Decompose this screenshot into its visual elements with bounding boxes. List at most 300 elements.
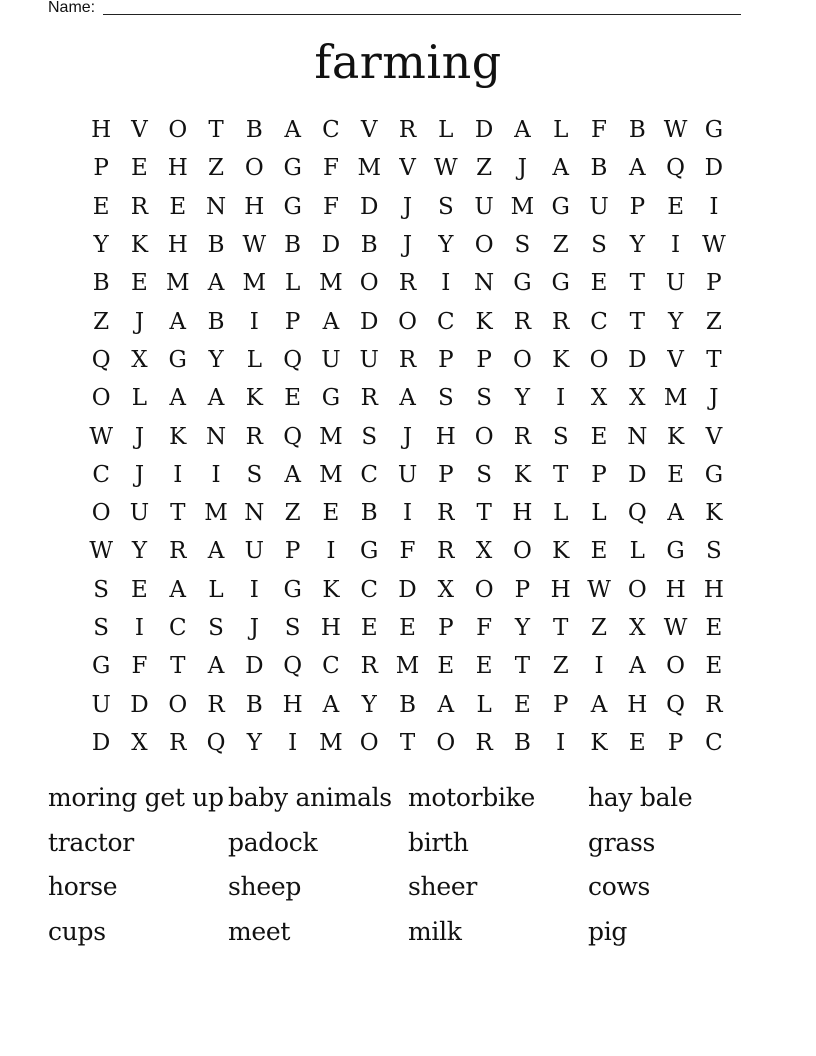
grid-letter: L xyxy=(284,270,301,297)
grid-letter: R xyxy=(475,729,493,756)
grid-letter: X xyxy=(590,385,608,412)
grid-letter: W xyxy=(702,232,726,259)
grid-letter: T xyxy=(553,461,569,488)
grid-letter: B xyxy=(399,691,416,718)
grid-letter: B xyxy=(360,500,378,527)
grid-letter: W xyxy=(242,232,267,259)
grid-letter: T xyxy=(553,615,569,641)
grid-row xyxy=(82,685,734,723)
word-list-item: sheer xyxy=(408,872,477,902)
grid-row xyxy=(82,226,734,264)
grid-letter: E xyxy=(667,461,684,488)
grid-letter: X xyxy=(437,576,454,603)
grid-letter: K xyxy=(245,385,263,412)
grid-letter: M xyxy=(395,653,420,680)
grid-letter: I xyxy=(556,729,566,756)
grid-letter: U xyxy=(129,500,150,527)
grid-letter: D xyxy=(245,653,264,680)
grid-letter: T xyxy=(208,117,224,144)
grid-letter: X xyxy=(629,615,646,641)
word-list-item: hay bale xyxy=(588,783,693,812)
grid-letter: Z xyxy=(208,155,225,182)
grid-letter: B xyxy=(590,155,608,182)
grid-row xyxy=(82,341,734,379)
grid-letter: B xyxy=(207,308,225,335)
grid-letter: H xyxy=(550,576,571,603)
grid-letter: M xyxy=(319,423,343,450)
grid-letter: C xyxy=(437,308,455,335)
grid-letter: A xyxy=(169,308,187,335)
grid-letter: J xyxy=(517,155,528,182)
grid-letter: U xyxy=(244,538,265,565)
grid-letter: R xyxy=(130,193,149,220)
grid-letter: M xyxy=(319,270,343,297)
grid-letter: D xyxy=(130,691,149,718)
grid-letter: I xyxy=(249,576,259,603)
grid-letter: E xyxy=(628,729,646,756)
grid-letter: Y xyxy=(208,346,224,373)
grid-letter: J xyxy=(134,308,145,335)
grid-letter: R xyxy=(705,691,723,718)
grid-letter: I xyxy=(288,729,298,756)
grid-letter: W xyxy=(89,538,113,565)
grid-letter: R xyxy=(398,117,417,144)
grid-letter: C xyxy=(590,308,608,335)
grid-letter: Q xyxy=(206,729,226,756)
grid-letter: Q xyxy=(283,653,303,680)
grid-letter: C xyxy=(360,461,379,488)
grid-row xyxy=(82,494,734,532)
grid-letter: U xyxy=(359,346,379,373)
grid-letter: I xyxy=(709,193,719,220)
grid-letter: G xyxy=(551,270,570,297)
grid-row xyxy=(82,647,734,685)
grid-letter: B xyxy=(628,117,646,144)
grid-letter: S xyxy=(706,538,722,565)
grid-letter: V xyxy=(360,117,378,144)
grid-letter: Q xyxy=(283,346,303,373)
grid-letter: K xyxy=(552,346,570,373)
grid-row xyxy=(82,302,734,340)
grid-letter: O xyxy=(168,117,188,144)
grid-letter: J xyxy=(402,232,413,259)
grid-letter: E xyxy=(590,423,608,450)
grid-letter: F xyxy=(591,117,607,144)
grid-letter: P xyxy=(284,308,301,335)
grid-letter: Q xyxy=(91,346,111,373)
grid-letter: W xyxy=(587,576,611,603)
grid-row xyxy=(82,532,734,570)
grid-letter: E xyxy=(514,691,531,718)
grid-letter: R xyxy=(398,346,417,373)
grid-letter: O xyxy=(512,346,532,373)
word-list xyxy=(48,776,768,955)
grid-letter: R xyxy=(207,691,225,718)
grid-letter: Y xyxy=(514,615,530,641)
grid-letter: O xyxy=(91,385,111,412)
grid-letter: P xyxy=(438,461,454,488)
grid-letter: A xyxy=(322,308,340,335)
grid-row xyxy=(82,111,734,149)
grid-letter: L xyxy=(591,500,607,527)
grid-letter: M xyxy=(319,461,343,488)
grid-letter: O xyxy=(512,538,532,565)
grid-letter: M xyxy=(204,500,228,527)
grid-letter: R xyxy=(437,538,455,565)
grid-letter: Y xyxy=(93,232,109,259)
grid-letter: P xyxy=(438,346,454,373)
grid-letter: E xyxy=(437,653,455,680)
grid-letter: G xyxy=(283,576,302,603)
grid-letter: K xyxy=(169,423,187,450)
grid-letter: W xyxy=(663,117,688,144)
grid-letter: N xyxy=(205,193,227,220)
word-list-item: cups xyxy=(48,917,106,947)
grid-letter: L xyxy=(438,117,454,144)
grid-letter: O xyxy=(398,308,417,335)
grid-letter: J xyxy=(249,615,259,641)
grid-letter: S xyxy=(514,232,531,259)
grid-letter: S xyxy=(208,615,224,641)
grid-letter: O xyxy=(91,500,111,527)
grid-letter: K xyxy=(705,500,723,527)
grid-letter: P xyxy=(93,155,109,182)
grid-letter: A xyxy=(207,653,225,680)
grid-letter: D xyxy=(360,193,379,220)
grid-letter: E xyxy=(475,653,493,680)
grid-letter: I xyxy=(134,615,144,641)
grid-letter: Z xyxy=(591,615,607,641)
grid-letter: Y xyxy=(131,538,148,565)
grid-letter: D xyxy=(91,729,111,756)
grid-letter: E xyxy=(360,615,378,641)
grid-letter: K xyxy=(513,461,531,488)
grid-letter: R xyxy=(437,500,455,527)
grid-letter: R xyxy=(513,423,532,450)
grid-letter: O xyxy=(359,729,379,756)
grid-letter: R xyxy=(169,538,187,565)
grid-letter: F xyxy=(322,193,339,220)
word-list-item: baby animals xyxy=(228,783,392,812)
grid-letter: L xyxy=(553,117,569,144)
grid-row xyxy=(82,456,734,494)
grid-letter: H xyxy=(665,576,686,603)
grid-letter: P xyxy=(552,691,569,718)
grid-letter: B xyxy=(513,729,531,756)
grid-letter: C xyxy=(322,653,340,680)
grid-letter: O xyxy=(436,729,456,756)
grid-letter: L xyxy=(131,385,148,412)
grid-letter: J xyxy=(402,423,413,450)
grid-letter: Z xyxy=(284,500,301,527)
grid-letter: H xyxy=(167,155,188,182)
grid-letter: M xyxy=(242,270,267,297)
grid-letter: E xyxy=(399,615,416,641)
grid-letter: H xyxy=(320,615,341,641)
grid-letter: X xyxy=(475,538,493,565)
grid-letter: K xyxy=(322,576,340,603)
grid-row xyxy=(82,149,734,187)
page-title: farming xyxy=(314,35,502,89)
grid-letter: M xyxy=(510,193,535,220)
grid-letter: R xyxy=(245,423,263,450)
grid-letter: U xyxy=(474,193,494,220)
grid-letter: X xyxy=(131,346,148,373)
grid-row xyxy=(82,609,734,647)
grid-letter: A xyxy=(207,538,225,565)
grid-letter: V xyxy=(667,346,684,373)
grid-letter: G xyxy=(283,193,302,220)
grid-letter: O xyxy=(627,576,647,603)
grid-letter: Q xyxy=(627,500,647,527)
grid-letter: O xyxy=(474,576,494,603)
grid-letter: L xyxy=(629,538,645,565)
grid-letter: R xyxy=(360,385,378,412)
grid-letter: H xyxy=(91,117,112,144)
grid-letter: V xyxy=(131,117,148,144)
grid-letter: I xyxy=(173,461,183,488)
grid-letter: M xyxy=(663,385,688,412)
word-list-item: tractor xyxy=(48,827,134,857)
grid-letter: I xyxy=(211,461,221,488)
grid-letter: S xyxy=(476,385,492,412)
grid-letter: B xyxy=(245,691,263,718)
word-list-item: motorbike xyxy=(408,783,536,812)
grid-letter: V xyxy=(705,423,723,450)
grid-letter: S xyxy=(93,576,110,603)
grid-letter: R xyxy=(552,308,570,335)
grid-letter: I xyxy=(402,500,413,527)
grid-letter: G xyxy=(704,117,724,144)
grid-letter: Y xyxy=(668,308,684,335)
grid-letter: A xyxy=(207,270,225,297)
grid-letter: G xyxy=(513,270,532,297)
grid-letter: B xyxy=(245,117,263,144)
word-list-item: cows xyxy=(588,872,651,902)
grid-row xyxy=(82,188,734,226)
grid-letter: W xyxy=(89,423,113,450)
grid-letter: G xyxy=(283,155,302,182)
grid-letter: Y xyxy=(246,729,262,756)
grid-letter: P xyxy=(591,461,607,488)
grid-letter: D xyxy=(321,232,341,259)
grid-letter: J xyxy=(709,385,719,412)
grid-letter: S xyxy=(246,461,263,488)
grid-letter: Q xyxy=(666,155,686,182)
grid-letter: L xyxy=(476,691,492,718)
grid-letter: A xyxy=(628,155,646,182)
grid-letter: A xyxy=(169,385,187,412)
grid-letter: A xyxy=(322,691,340,718)
grid-letter: I xyxy=(326,538,336,565)
grid-letter: P xyxy=(438,615,454,641)
grid-letter: C xyxy=(360,576,379,603)
name-blank-line xyxy=(103,14,741,15)
grid-letter: B xyxy=(207,232,225,259)
grid-letter: H xyxy=(167,232,188,259)
grid-letter: J xyxy=(134,461,145,488)
grid-letter: K xyxy=(475,308,493,335)
grid-letter: A xyxy=(514,117,531,144)
grid-letter: P xyxy=(706,270,722,297)
grid-letter: B xyxy=(284,232,302,259)
grid-row xyxy=(82,417,734,455)
grid-letter: C xyxy=(168,615,187,641)
grid-letter: G xyxy=(321,385,341,412)
grid-letter: P xyxy=(629,193,646,220)
grid-letter: A xyxy=(552,155,570,182)
grid-letter: P xyxy=(667,729,684,756)
grid-letter: A xyxy=(590,691,608,718)
grid-letter: G xyxy=(168,346,187,373)
grid-letter: A xyxy=(169,576,187,603)
grid-letter: L xyxy=(246,346,262,373)
grid-letter: I xyxy=(671,232,681,259)
grid-letter: T xyxy=(476,500,492,527)
grid-letter: K xyxy=(667,423,685,450)
grid-letter: S xyxy=(284,615,301,641)
grid-letter: I xyxy=(594,653,604,680)
grid-letter: D xyxy=(474,117,494,144)
grid-letter: S xyxy=(93,615,110,641)
grid-letter: G xyxy=(360,538,379,565)
grid-letter: H xyxy=(244,193,265,220)
grid-letter: H xyxy=(512,500,533,527)
word-list-item: moring get up xyxy=(48,783,224,812)
grid-letter: H xyxy=(703,576,724,603)
grid-letter: R xyxy=(169,729,187,756)
grid-letter: G xyxy=(551,193,570,220)
grid-row xyxy=(82,571,734,609)
word-list-item: grass xyxy=(588,827,656,857)
grid-letter: M xyxy=(165,270,190,297)
word-list-item: padock xyxy=(228,827,318,857)
grid-letter: T xyxy=(629,270,645,297)
grid-letter: A xyxy=(437,691,455,718)
word-list-item: birth xyxy=(408,827,469,857)
word-list-item: meet xyxy=(228,917,291,947)
grid-letter: U xyxy=(91,691,111,718)
grid-letter: O xyxy=(474,232,494,259)
grid-letter: O xyxy=(359,270,379,297)
grid-letter: H xyxy=(282,691,303,718)
grid-letter: L xyxy=(553,500,569,527)
grid-letter: E xyxy=(667,193,684,220)
grid-letter: S xyxy=(591,232,607,259)
grid-letter: F xyxy=(322,155,339,182)
grid-letter: I xyxy=(249,308,259,335)
word-list-item: sheep xyxy=(228,872,302,902)
grid-letter: T xyxy=(706,346,722,373)
grid-letter: B xyxy=(92,270,110,297)
grid-letter: H xyxy=(627,691,648,718)
grid-row xyxy=(82,264,734,302)
grid-letter: U xyxy=(589,193,609,220)
grid-letter: G xyxy=(666,538,685,565)
grid-letter: A xyxy=(628,653,646,680)
grid-letter: E xyxy=(705,653,723,680)
grid-letter: Y xyxy=(438,232,454,259)
grid-letter: C xyxy=(705,729,723,756)
grid-letter: E xyxy=(131,576,148,603)
grid-letter: E xyxy=(705,615,723,641)
grid-letter: N xyxy=(205,423,227,450)
grid-letter: A xyxy=(667,500,684,527)
word-list-item: pig xyxy=(588,917,628,947)
grid-letter: Q xyxy=(283,423,303,450)
grid-letter: E xyxy=(131,155,148,182)
grid-letter: N xyxy=(474,270,495,297)
grid-letter: M xyxy=(357,155,381,182)
grid-letter: B xyxy=(360,232,378,259)
grid-letter: N xyxy=(244,500,265,527)
grid-letter: T xyxy=(399,729,416,756)
grid-letter: U xyxy=(397,461,418,488)
grid-letter: O xyxy=(589,346,609,373)
grid-letter: X xyxy=(629,385,646,412)
grid-letter: S xyxy=(361,423,378,450)
grid-letter: D xyxy=(628,461,647,488)
grid-letter: A xyxy=(284,461,301,488)
grid-letter: D xyxy=(398,576,417,603)
grid-letter: P xyxy=(476,346,492,373)
grid-letter: M xyxy=(319,729,343,756)
grid-letter: Z xyxy=(705,308,722,335)
grid-letter: D xyxy=(704,155,724,182)
grid-letter: A xyxy=(399,385,416,412)
grid-letter: R xyxy=(360,653,378,680)
word-list-item: milk xyxy=(408,917,462,947)
grid-letter: T xyxy=(629,308,645,335)
grid-letter: S xyxy=(437,193,454,220)
grid-letter: R xyxy=(513,308,532,335)
word-list-item: horse xyxy=(48,872,118,902)
grid-letter: U xyxy=(321,346,341,373)
grid-letter: Z xyxy=(476,155,493,182)
grid-letter: T xyxy=(170,653,186,680)
grid-letter: P xyxy=(284,538,301,565)
grid-letter: D xyxy=(628,346,647,373)
grid-letter: V xyxy=(399,155,416,182)
grid-letter: H xyxy=(435,423,456,450)
grid-letter: G xyxy=(704,461,724,488)
grid-letter: E xyxy=(131,270,148,297)
word-search-grid xyxy=(82,111,734,762)
grid-letter: K xyxy=(552,538,570,565)
grid-letter: T xyxy=(514,653,531,680)
grid-letter: X xyxy=(131,729,148,756)
grid-letter: P xyxy=(514,576,531,603)
grid-letter: I xyxy=(556,385,566,412)
grid-letter: L xyxy=(208,576,224,603)
grid-letter: E xyxy=(590,538,608,565)
grid-letter: E xyxy=(92,193,110,220)
grid-letter: J xyxy=(402,193,413,220)
grid-letter: S xyxy=(476,461,492,488)
grid-letter: J xyxy=(134,423,145,450)
grid-letter: T xyxy=(170,500,186,527)
grid-letter: O xyxy=(666,653,686,680)
grid-letter: C xyxy=(92,461,110,488)
grid-letter: F xyxy=(131,653,148,680)
grid-letter: R xyxy=(398,270,417,297)
grid-letter: O xyxy=(474,423,494,450)
name-label: Name: xyxy=(48,0,96,16)
grid-letter: F xyxy=(476,615,493,641)
grid-letter: Y xyxy=(514,385,530,412)
grid-letter: A xyxy=(284,117,301,144)
grid-letter: E xyxy=(322,500,340,527)
